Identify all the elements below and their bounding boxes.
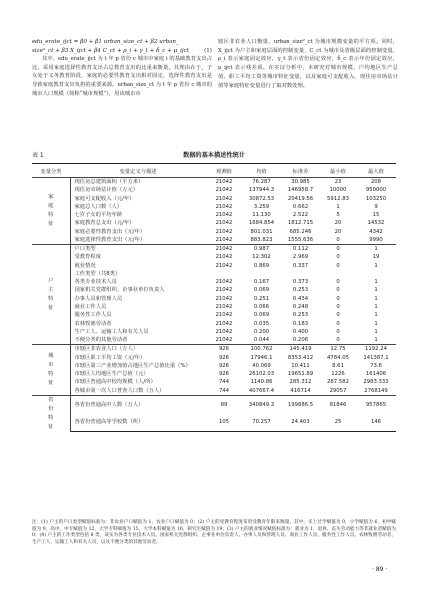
value-cell: 0 bbox=[336, 320, 340, 327]
value-cell: 15 bbox=[372, 212, 380, 219]
value-cell: 141387.1 bbox=[363, 354, 389, 361]
page-number: · 89 · bbox=[372, 566, 388, 573]
right-column bbox=[218, 38, 398, 90]
value-cell: 21042 bbox=[215, 328, 233, 335]
value-cell: 0 bbox=[336, 262, 340, 269]
table-number: 表 1 bbox=[32, 152, 44, 159]
value-cell: 2983.333 bbox=[363, 379, 389, 386]
value-cell: 0.183 bbox=[292, 320, 309, 327]
value-cell: 0.248 bbox=[292, 303, 309, 310]
value-cell: 926 bbox=[206, 345, 242, 354]
table-row bbox=[32, 345, 396, 354]
variable-name-cell: 市辖区普通高中校均规模（人/所） bbox=[74, 379, 156, 386]
value-cell: 21042 bbox=[215, 295, 233, 302]
variable-name-cell: 不便分类的其他劳动者 bbox=[74, 337, 128, 344]
table-row bbox=[32, 270, 396, 278]
table-notes: 注：(1) 户主的户口类型赋值标准为：非农业户口赋值为 1，农业户口赋值为 0；(2) 户主的受教育程度采用受教育年限来衡量，其中，未上过学赋值为 0，小学赋值为 6，初中赋值为 9，高中、中专赋值为 12，大学专科赋值为 15，大学本科赋值为 16，研究生赋值为 19；(3) 户主的就业情况赋值标准为：就业为 1，退休、丧失劳动能力等非就业者赋值为 0；(4) 户主的工作类型包括 8 类，该实为各类专业技术人员、国家机关党群组织、企事业单位负责人、办事人员和管理人员、商业工作人员、服务性工作人员、农林牧渔劳动者、生产工人、运输工人和有关人员，以及不便分类的其他劳动者。 bbox=[32, 520, 396, 545]
category-cell bbox=[32, 345, 70, 396]
value-cell: 0.069 bbox=[253, 312, 270, 319]
variable-name-cell: 就业情况 bbox=[74, 262, 96, 269]
descriptive-statistics-table bbox=[32, 163, 396, 432]
header-cell: 均值 bbox=[242, 164, 281, 178]
variable-name-cell: 农林牧渔劳动者 bbox=[74, 320, 112, 327]
regression-equation-line-1: edu_erate_ijct = β0 + β1 urban_size_ct + β2 urban_ bbox=[32, 39, 179, 45]
value-cell: 0 bbox=[336, 337, 340, 344]
category-cell bbox=[32, 395, 70, 432]
value-cell: 0.253 bbox=[292, 287, 309, 294]
value-cell: 30872.53 bbox=[248, 195, 275, 202]
value-cell: 5912.83 bbox=[327, 195, 349, 202]
value-cell: 5 bbox=[336, 212, 340, 219]
variable-name-cell: 市辖区第三产业增加值占地区生产总值比重（%） bbox=[74, 362, 191, 369]
value-cell: 1 bbox=[374, 287, 378, 294]
value-cell: 208 bbox=[370, 179, 382, 185]
value-cell: 926 bbox=[218, 371, 230, 378]
value-cell: 146 bbox=[356, 414, 396, 432]
table-row bbox=[32, 414, 396, 432]
value-cell: 0.167 bbox=[253, 279, 270, 286]
value-cell: 0.251 bbox=[253, 295, 270, 302]
value-cell: 9 bbox=[374, 203, 378, 210]
value-cell: 0 bbox=[336, 254, 340, 261]
value-cell: 926 bbox=[218, 354, 230, 361]
value-cell: 2768149 bbox=[364, 387, 388, 394]
table-row bbox=[32, 286, 396, 294]
value-cell: 4342 bbox=[369, 228, 383, 235]
value-cell: 685.246 bbox=[289, 228, 312, 235]
left-column bbox=[32, 38, 212, 99]
table-row bbox=[32, 395, 396, 413]
table-row bbox=[32, 245, 396, 254]
value-cell: 40.069 bbox=[252, 362, 271, 369]
value-cell: 21042 bbox=[215, 279, 233, 286]
table-row bbox=[32, 354, 396, 362]
table-row bbox=[32, 219, 396, 227]
value-cell: 73.6 bbox=[370, 362, 382, 369]
value-cell: 0 bbox=[336, 236, 340, 243]
value-cell: 23 bbox=[334, 179, 342, 185]
value-cell: 744 bbox=[218, 387, 230, 394]
value-cell: 1 bbox=[374, 303, 378, 310]
table-row bbox=[32, 228, 396, 236]
value-cell: 0.337 bbox=[292, 262, 309, 269]
value-cell: 14532 bbox=[367, 220, 385, 227]
value-cell: 21042 bbox=[215, 287, 233, 294]
value-cell: 801.031 bbox=[250, 228, 273, 235]
value-cell: 21042 bbox=[215, 254, 233, 261]
value-cell: 146958.7 bbox=[287, 187, 314, 194]
value-cell: 0.206 bbox=[292, 337, 309, 344]
value-cell: 883.823 bbox=[250, 236, 273, 243]
variable-name-cell: 家庭选择性教育支出（元/年） bbox=[74, 236, 146, 243]
value-cell: 287.582 bbox=[327, 379, 349, 386]
value-cell: 145.419 bbox=[281, 345, 320, 354]
variable-name-cell: 各省份普通高中人数（万人） bbox=[70, 395, 206, 413]
value-cell: 12.302 bbox=[252, 254, 271, 261]
value-cell: 24.403 bbox=[281, 414, 320, 432]
value-cell: 20 bbox=[334, 228, 342, 235]
value-cell: 1555.636 bbox=[287, 236, 314, 243]
value-cell: 1 bbox=[374, 320, 378, 327]
variable-name-cell: 各城市第一次人口普查人口数（万人） bbox=[74, 387, 165, 394]
value-cell: 21042 bbox=[215, 228, 233, 235]
value-cell: 950000 bbox=[365, 187, 387, 194]
value-cell: 957865 bbox=[356, 395, 396, 413]
left-body-paragraph: 其中，edu_erate_ijct 为 t 年 p 省份 c 城市中家庭 i 的基础教育支出占比，采用家庭选择性教育支出占总教育支出的比重来衡量。其理由在于，子女处于义务教育阶段，家庭的必要性教育支出相对固定，选择性教育支出是导致家庭教育支出负担的重要来源。urban_size_ct 为 t 年 p 省份 c 城市的城市人口规模（简称“城市规模”），用该城市市 bbox=[32, 56, 212, 97]
variable-name-cell: 家庭必要性教育支出（元/年） bbox=[74, 228, 146, 235]
variable-name-cell: 国家机关党群组织、企事业单位负责人 bbox=[74, 287, 165, 294]
value-cell: 0.112 bbox=[281, 245, 320, 254]
value-cell: 2.522 bbox=[292, 212, 309, 219]
value-cell: 407667.4 bbox=[248, 387, 275, 394]
variable-name-cell: 生产工人、运输工人和有关人员 bbox=[74, 328, 149, 335]
category-label: 省份特征 bbox=[48, 396, 54, 430]
table-row bbox=[32, 253, 396, 261]
category-cell bbox=[32, 245, 70, 345]
table-row bbox=[32, 362, 396, 370]
value-cell bbox=[356, 270, 396, 278]
category-cell bbox=[32, 178, 70, 245]
table-title: 数据的基本描述性统计 bbox=[183, 152, 245, 159]
value-cell: 11.130 bbox=[252, 212, 271, 219]
value-cell: 12.75 bbox=[320, 345, 356, 354]
header-cell: 变量定义与描述 bbox=[70, 164, 206, 178]
table-row bbox=[32, 236, 396, 245]
value-cell: 0.434 bbox=[292, 295, 309, 302]
value-cell: 199886.5 bbox=[281, 395, 320, 413]
value-cell: 1 bbox=[374, 312, 378, 319]
value-cell: 0 bbox=[336, 295, 340, 302]
value-cell: 1812.715 bbox=[287, 220, 314, 227]
header-cell: 最大值 bbox=[356, 164, 396, 178]
value-cell: 0 bbox=[336, 312, 340, 319]
value-cell: 0 bbox=[336, 328, 340, 335]
value-cell: 19651.89 bbox=[287, 371, 314, 378]
table-row bbox=[32, 203, 396, 211]
table-row bbox=[32, 262, 396, 270]
value-cell: 21042 bbox=[215, 320, 233, 327]
value-cell: 285.312 bbox=[289, 379, 312, 386]
value-cell: 21042 bbox=[215, 187, 233, 194]
value-cell: 0.066 bbox=[253, 303, 270, 310]
value-cell: 1140.86 bbox=[250, 379, 273, 386]
variable-name-cell: 市辖区人均地区生产总值（元） bbox=[74, 371, 149, 378]
value-cell: 0 bbox=[336, 303, 340, 310]
value-cell: 21042 bbox=[215, 212, 233, 219]
table-row bbox=[32, 387, 396, 396]
value-cell: 0.035 bbox=[253, 320, 270, 327]
value-cell: 25 bbox=[320, 414, 356, 432]
value-cell: 1 bbox=[374, 295, 378, 302]
value-cell: 0.869 bbox=[253, 262, 270, 269]
table-row bbox=[32, 186, 396, 194]
value-cell: 4784.05 bbox=[327, 354, 349, 361]
variable-name-cell: 商业工作人员 bbox=[74, 303, 107, 310]
value-cell: 0 bbox=[336, 287, 340, 294]
table-header-row bbox=[32, 164, 396, 178]
table-row bbox=[32, 295, 396, 303]
value-cell: 1226 bbox=[331, 371, 345, 378]
value-cell: 8.61 bbox=[332, 362, 344, 369]
value-cell: 0.662 bbox=[292, 203, 309, 210]
value-cell: 0.987 bbox=[242, 245, 281, 254]
value-cell: 20419.56 bbox=[287, 195, 314, 202]
table-row bbox=[32, 320, 396, 328]
variable-name-cell: 家庭教育总支出（元/年） bbox=[74, 220, 135, 227]
value-cell: 3.259 bbox=[253, 203, 270, 210]
value-cell: 21042 bbox=[206, 245, 242, 254]
value-cell: 21042 bbox=[215, 312, 233, 319]
table-row bbox=[32, 336, 396, 345]
category-label: 城市特征 bbox=[48, 353, 54, 387]
value-cell: 8353.412 bbox=[287, 354, 314, 361]
value-cell bbox=[242, 270, 281, 278]
value-cell: 0.400 bbox=[292, 328, 309, 335]
header-cell: 观测值 bbox=[206, 164, 242, 178]
value-cell bbox=[281, 270, 320, 278]
value-cell: 1 bbox=[374, 337, 378, 344]
header-cell: 标准差 bbox=[281, 164, 320, 178]
value-cell: 10.411 bbox=[291, 362, 310, 369]
value-cell: 1 bbox=[374, 262, 378, 269]
value-cell: 0.253 bbox=[292, 312, 309, 319]
value-cell: 0 bbox=[320, 245, 356, 254]
value-cell: 2.969 bbox=[292, 254, 309, 261]
value-cell bbox=[320, 270, 356, 278]
variable-name-cell: 家庭可支配收入（元/年） bbox=[74, 195, 135, 202]
value-cell: 9990 bbox=[369, 236, 383, 243]
value-cell: 1 bbox=[356, 245, 396, 254]
value-cell: 1 bbox=[374, 279, 378, 286]
variable-name-cell: 市辖区非农业人口（万人） bbox=[70, 345, 206, 354]
variable-name-cell: 现住房市场估计值（万元） bbox=[74, 187, 139, 194]
table-row bbox=[32, 211, 396, 219]
value-cell: 26102.03 bbox=[248, 371, 275, 378]
value-cell: 29057 bbox=[329, 387, 347, 394]
value-cell: 0.200 bbox=[253, 328, 270, 335]
regression-equation-terms: size²_ct + β3 X_ijct + β4 C_ct + ρ_i + γ_t + δ_c + μ_ijct bbox=[32, 47, 189, 54]
category-label: 家庭特征 bbox=[48, 194, 54, 228]
variable-name-cell: 现住房总建筑面积（平方米） bbox=[74, 179, 144, 185]
value-cell: 21042 bbox=[215, 337, 233, 344]
variable-name-cell: 工作类型（共8类） bbox=[74, 270, 121, 277]
category-label: 户主特征 bbox=[48, 277, 54, 311]
value-cell: 1684.854 bbox=[248, 220, 275, 227]
right-body-paragraph: 辖区非农业人口衡量，urban_size²_ct 为城市规模变量的平方项。同时，X_ijct 为户主和家庭层面的控制变量，C_ct 为城市及省级层面的控制变量，ρ_i 表示家庭固定效应，γ_t 表示省份固定效应，δ_c 表示年份固定效应，μ_ijct 表示残差项。在实证分析中，本研究对城市规模、户均地区生产总值、职工平均工资等城市特征变量，以及家庭可支配收入、现住房市场估计值等家庭特征变量进行了取对数处理。 bbox=[218, 39, 398, 89]
value-cell: 137944.3 bbox=[248, 187, 275, 194]
value-cell: 17946.1 bbox=[250, 354, 273, 361]
table-caption bbox=[32, 150, 396, 160]
value-cell: 89 bbox=[206, 395, 242, 413]
value-cell: 0.069 bbox=[253, 287, 270, 294]
variable-name-cell: 办事人员和管理人员 bbox=[74, 295, 123, 302]
header-cell: 变量分类 bbox=[32, 164, 70, 178]
variable-name-cell: 市辖区职工平均工资（元/年） bbox=[74, 354, 146, 361]
table-row bbox=[32, 278, 396, 286]
variable-name-cell: 服务性工作人员 bbox=[74, 312, 112, 319]
value-cell: 1 bbox=[336, 203, 340, 210]
variable-name-cell: 户口类型 bbox=[70, 245, 206, 254]
table-row bbox=[32, 195, 396, 203]
value-cell: 926 bbox=[218, 362, 230, 369]
variable-name-cell: 受教育程度 bbox=[74, 254, 101, 261]
value-cell: 21042 bbox=[215, 303, 233, 310]
table-row bbox=[32, 303, 396, 311]
value-cell: 0.373 bbox=[292, 279, 309, 286]
value-cell: 21042 bbox=[215, 179, 233, 185]
value-cell: 30.985 bbox=[291, 179, 310, 185]
value-cell: 21042 bbox=[215, 195, 233, 202]
variable-name-cell: 各类专业技术人员 bbox=[74, 279, 117, 286]
equation-number: (1) bbox=[204, 47, 212, 54]
table-row bbox=[32, 178, 396, 187]
value-cell: 103250 bbox=[365, 195, 387, 202]
value-cell: 1192.24 bbox=[356, 345, 396, 354]
value-cell: 20 bbox=[334, 220, 342, 227]
value-cell: 21042 bbox=[215, 236, 233, 243]
value-cell: 76.287 bbox=[252, 179, 271, 185]
value-cell: 416714 bbox=[290, 387, 311, 394]
value-cell: 21042 bbox=[215, 262, 233, 269]
value-cell: 744 bbox=[218, 379, 230, 386]
value-cell: 0 bbox=[336, 279, 340, 286]
regression-equation-line-2 bbox=[32, 47, 212, 56]
value-cell: 10000 bbox=[329, 187, 347, 194]
table-body bbox=[32, 178, 396, 432]
table-row bbox=[32, 311, 396, 319]
table-row bbox=[32, 378, 396, 386]
value-cell: 340849.3 bbox=[242, 395, 281, 413]
table-row bbox=[32, 370, 396, 378]
value-cell: 81846 bbox=[320, 395, 356, 413]
variable-name-cell: 七岁子女的平均年龄 bbox=[74, 212, 123, 219]
header-cell: 最小值 bbox=[320, 164, 356, 178]
variable-name-cell: 各省份普通高等学校数（所） bbox=[70, 414, 206, 432]
value-cell: 100.762 bbox=[242, 345, 281, 354]
value-cell: 105 bbox=[206, 414, 242, 432]
value-cell: 19 bbox=[372, 254, 380, 261]
value-cell: 1 bbox=[374, 328, 378, 335]
value-cell: 0.044 bbox=[253, 337, 270, 344]
variable-name-cell: 家庭总人口数（人） bbox=[74, 203, 123, 210]
value-cell: 21042 bbox=[215, 203, 233, 210]
value-cell bbox=[206, 270, 242, 278]
value-cell: 70.257 bbox=[242, 414, 281, 432]
value-cell: 161406 bbox=[365, 371, 387, 378]
table-row bbox=[32, 328, 396, 336]
value-cell: 21042 bbox=[215, 220, 233, 227]
